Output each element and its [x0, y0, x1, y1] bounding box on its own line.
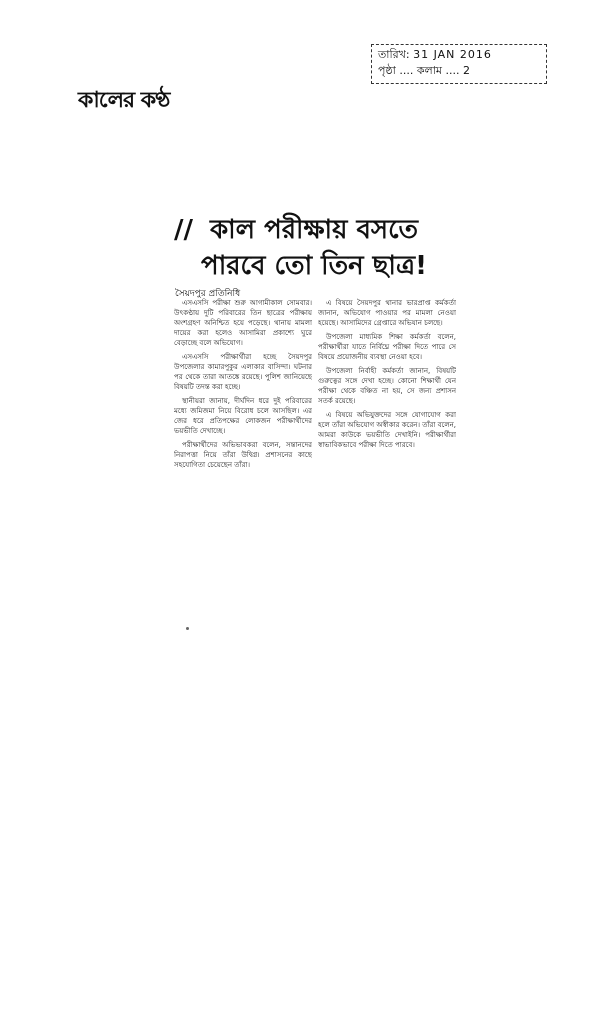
scan-speck: [186, 627, 189, 630]
stamp-date-row: তারিখ: 31 JAN 2016: [378, 48, 492, 61]
clipping-stamp: [371, 44, 547, 84]
article-paragraph: উপজেলা মাধ্যমিক শিক্ষা কর্মকর্তা বলেন, পরীক্ষার্থীরা যাতে নির্বিঘ্নে পরীক্ষা দিতে পারে সে বিষয়ে প্রয়োজনীয় ব্যবস্থা নেওয়া হবে।: [318, 333, 456, 361]
article-paragraph: এসএসসি পরীক্ষার্থীরা হচ্ছে সৈয়দপুর উপজেলার কামারপুকুর এলাকার বাসিন্দা। ঘটনার পর থেকে তারা আতঙ্কে রয়েছে। পুলিশ জানিয়েছে বিষয়টি তদন্ত করা হচ্ছে।: [174, 353, 312, 391]
headline-line-1: কাল পরীক্ষায় বসতে: [209, 215, 419, 245]
article-paragraph: এসএসসি পরীক্ষা শুরু আগামীকাল সোমবার। উৎকণ্ঠায় দুটি পরিবারের তিন ছাত্রের পরীক্ষায় অংশগ্রহণ অনিশ্চিত হয়ে পড়েছে। থানায় মামলা দায়ের করা হলেও আসামিরা প্রকাশ্যে ঘুরে বেড়াচ্ছে বলে অভিযোগ।: [174, 299, 312, 347]
stamp-page-number: 2: [463, 64, 470, 77]
article-paragraph: স্থানীয়রা জানায়, দীর্ঘদিন ধরে দুই পরিবারের মধ্যে জমিজমা নিয়ে বিরোধ চলে আসছিল। এর জের ধরে প্রতিপক্ষের লোকজন পরীক্ষার্থীদের ভয়ভীতি দেখাচ্ছে।: [174, 397, 312, 435]
article-paragraph: এ বিষয়ে সৈয়দপুর থানার ভারপ্রাপ্ত কর্মকর্তা জানান, অভিযোগ পাওয়ার পর মামলা নেওয়া হয়েছে। আসামিদের গ্রেপ্তারে অভিযান চলছে।: [318, 299, 456, 327]
stamp-date-label: তারিখ: [378, 48, 406, 61]
headline-line-2: পারবে তো তিন ছাত্র!: [201, 251, 427, 281]
article-paragraph: উপজেলা নির্বাহী কর্মকর্তা জানান, বিষয়টি গুরুত্বের সঙ্গে দেখা হচ্ছে। কোনো শিক্ষার্থী যেন পরীক্ষা থেকে বঞ্চিত না হয়, সে জন্য প্রশাসন সতর্ক রয়েছে।: [318, 367, 456, 405]
news-clipping: [170, 210, 465, 580]
headline-mark: //: [174, 215, 193, 245]
article-column-left: [174, 298, 312, 573]
stamp-page-row: পৃষ্ঠা .... কলাম .... 2: [378, 64, 470, 77]
article-paragraph: এ বিষয়ে অভিযুক্তদের সঙ্গে যোগাযোগ করা হলে তাঁরা অভিযোগ অস্বীকার করেন। তাঁরা বলেন, আমরা কাউকে ভয়ভীতি দেখাইনি। পরীক্ষার্থীরা স্বাভাবিকভাবে পরীক্ষা দিতে পারবে।: [318, 411, 456, 449]
stamp-page-prefix: পৃষ্ঠা: [378, 64, 396, 77]
stamp-date: 31 JAN 2016: [413, 48, 492, 61]
newspaper-masthead: কালের কণ্ঠ: [78, 87, 170, 113]
article-headline: [174, 212, 444, 284]
article-paragraph: পরীক্ষার্থীদের অভিভাবকরা বলেন, সন্তানদের নিরাপত্তা নিয়ে তাঁরা উদ্বিগ্ন। প্রশাসনের কাছে সহযোগিতা চেয়েছেন তাঁরা।: [174, 441, 312, 469]
article-column-right: [318, 298, 456, 583]
article-byline: সৈয়দপুর প্রতিনিধি: [175, 289, 241, 299]
stamp-column-label: কলাম: [416, 64, 443, 77]
